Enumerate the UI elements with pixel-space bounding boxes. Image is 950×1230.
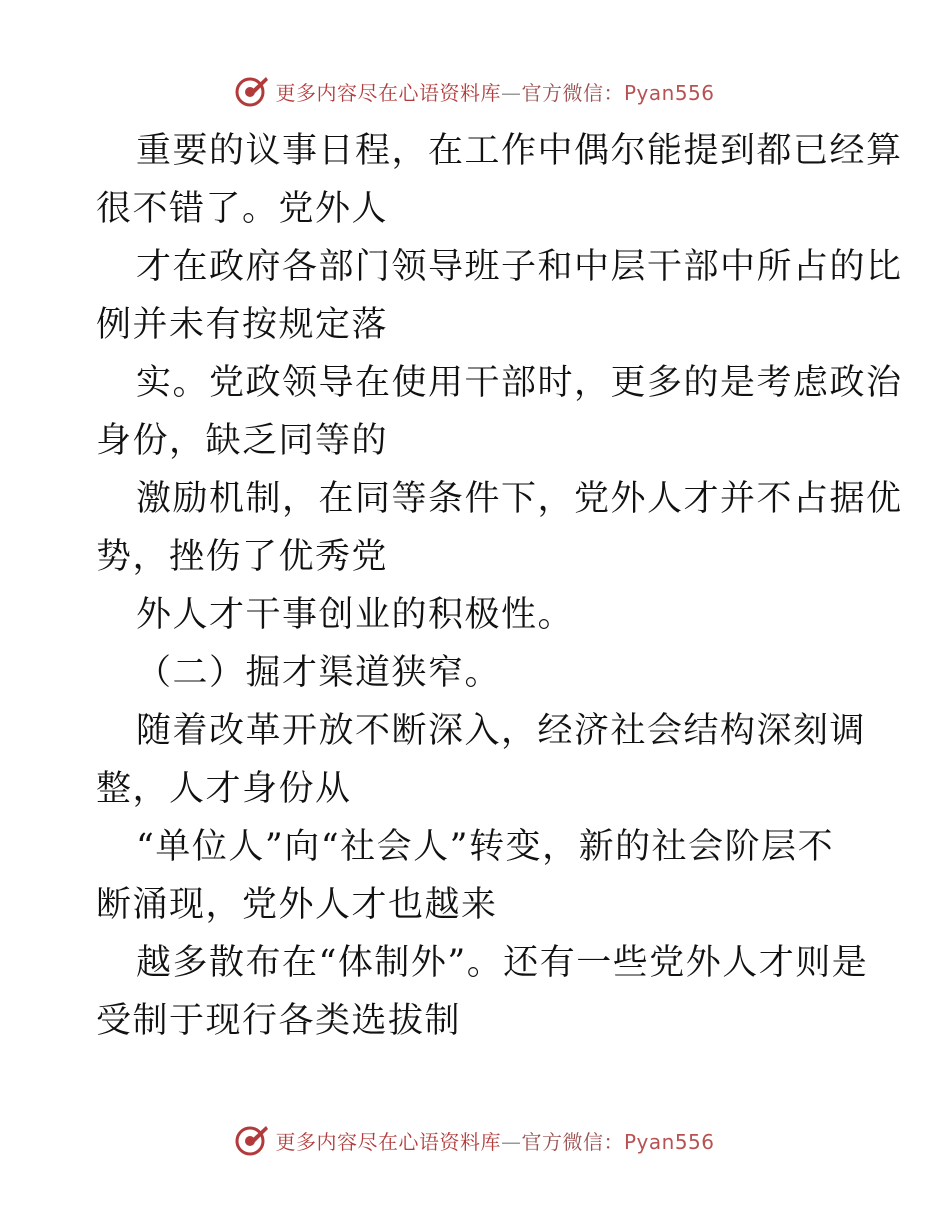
body-line-6: 身份，缺乏同等的 <box>96 421 389 461</box>
footer-banner-dash: — <box>500 1129 522 1154</box>
body-line-9: 外人才干事创业的积极性。 <box>136 595 575 635</box>
footer-banner-text <box>275 1126 714 1155</box>
header-banner-id: Pyan556 <box>623 80 715 105</box>
header-banner-text <box>275 77 714 106</box>
pen-logo-icon <box>235 74 269 108</box>
header-banner <box>0 71 950 111</box>
body-line-7: 激励机制，在同等条件下，党外人才并不占据优 <box>136 479 903 519</box>
body-line-5: 实。党政领导在使用干部时，更多的是考虑政治 <box>136 363 903 403</box>
body-line-15: 越多散布在“体制外”。还有一些党外人才则是 <box>136 943 869 983</box>
body-line-3: 才在政府各部门领导班子和中层干部中所占的比 <box>136 247 903 287</box>
footer-banner-main: 更多内容尽在心语资料库 <box>275 1129 501 1154</box>
footer-banner-label: 官方微信： <box>521 1129 624 1154</box>
body-line-2: 很不错了。党外人 <box>96 189 389 229</box>
section-heading: （二）掘才渠道狭窄。 <box>136 653 502 693</box>
body-line-11: 随着改革开放不断深入，经济社会结构深刻调 <box>136 711 867 751</box>
footer-banner <box>0 1120 950 1160</box>
body-line-8: 势，挫伤了优秀党 <box>96 537 389 577</box>
body-line-14: 断涌现，党外人才也越来 <box>96 885 498 925</box>
body-line-16: 受制于现行各类选拔制 <box>96 1001 462 1041</box>
footer-banner-id: Pyan556 <box>623 1129 715 1154</box>
header-banner-label: 官方微信： <box>521 80 624 105</box>
body-line-1: 重要的议事日程，在工作中偶尔能提到都已经算 <box>136 131 903 171</box>
header-banner-main: 更多内容尽在心语资料库 <box>275 80 501 105</box>
body-line-13: “单位人”向“社会人”转变，新的社会阶层不 <box>136 827 835 867</box>
document-body <box>96 122 903 1050</box>
pen-logo-icon <box>235 1123 269 1157</box>
body-line-4: 例并未有按规定落 <box>96 305 389 345</box>
header-banner-dash: — <box>500 80 522 105</box>
body-line-12: 整，人才身份从 <box>96 769 352 809</box>
